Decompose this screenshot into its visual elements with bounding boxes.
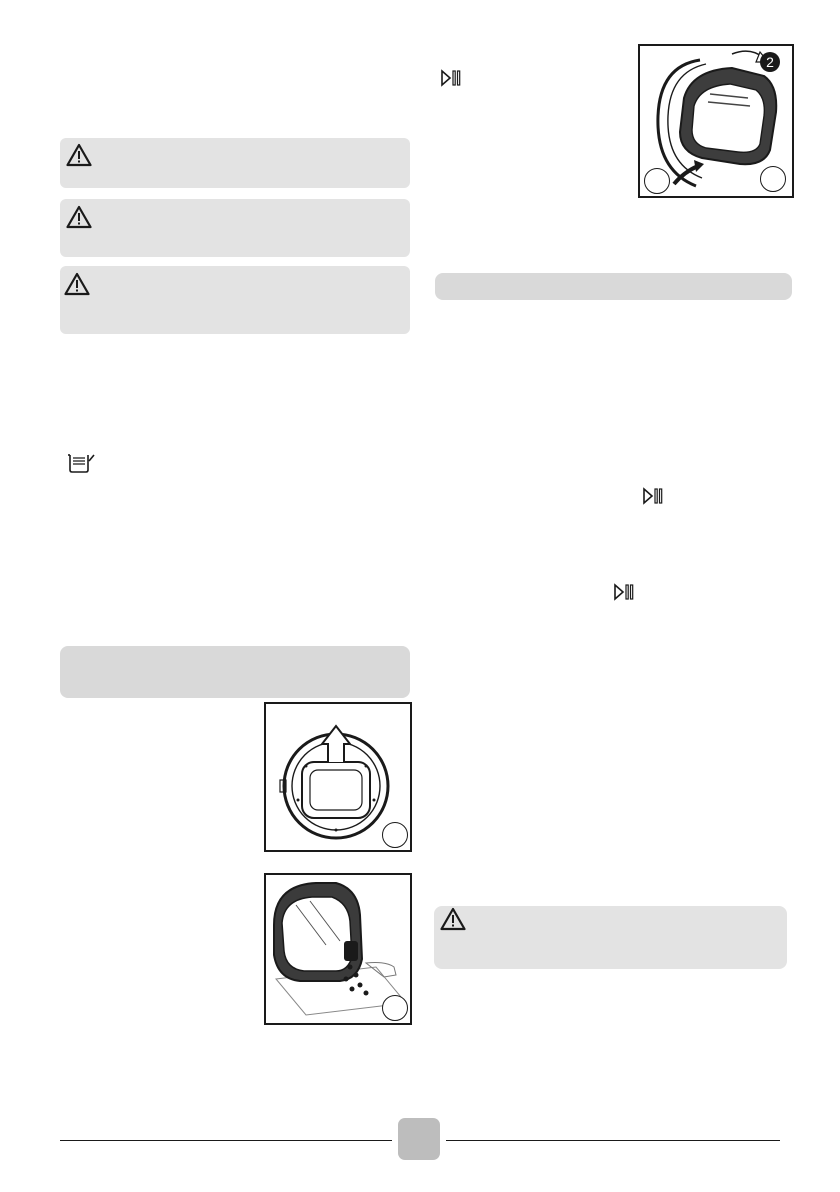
warning-note-4 [434, 906, 787, 969]
container-drain-figure [264, 873, 412, 1025]
footer-rule-left [60, 1140, 392, 1141]
warning-triangle-icon [66, 205, 92, 229]
page-number-badge [398, 1118, 440, 1160]
warning-triangle-icon [64, 272, 90, 296]
warning-note-3 [60, 266, 410, 334]
figure-callout-left [644, 168, 670, 194]
door-seal-figure [264, 702, 412, 852]
warning-note-1 [60, 138, 410, 188]
section-header-left [60, 646, 410, 698]
container-insert-figure [638, 44, 794, 198]
warning-note-2 [60, 199, 410, 257]
water-container-icon [66, 452, 96, 474]
figure-callout [760, 166, 786, 192]
figure-callout [382, 995, 408, 1021]
section-header-right [435, 273, 792, 300]
figure-callout [382, 822, 408, 848]
warning-triangle-icon [66, 143, 92, 167]
play-pause-icon [642, 487, 664, 505]
step-badge: 2 [766, 54, 774, 70]
footer-rule-right [446, 1140, 780, 1141]
play-pause-icon [440, 69, 462, 87]
play-pause-icon [613, 583, 635, 601]
warning-triangle-icon [440, 907, 466, 931]
